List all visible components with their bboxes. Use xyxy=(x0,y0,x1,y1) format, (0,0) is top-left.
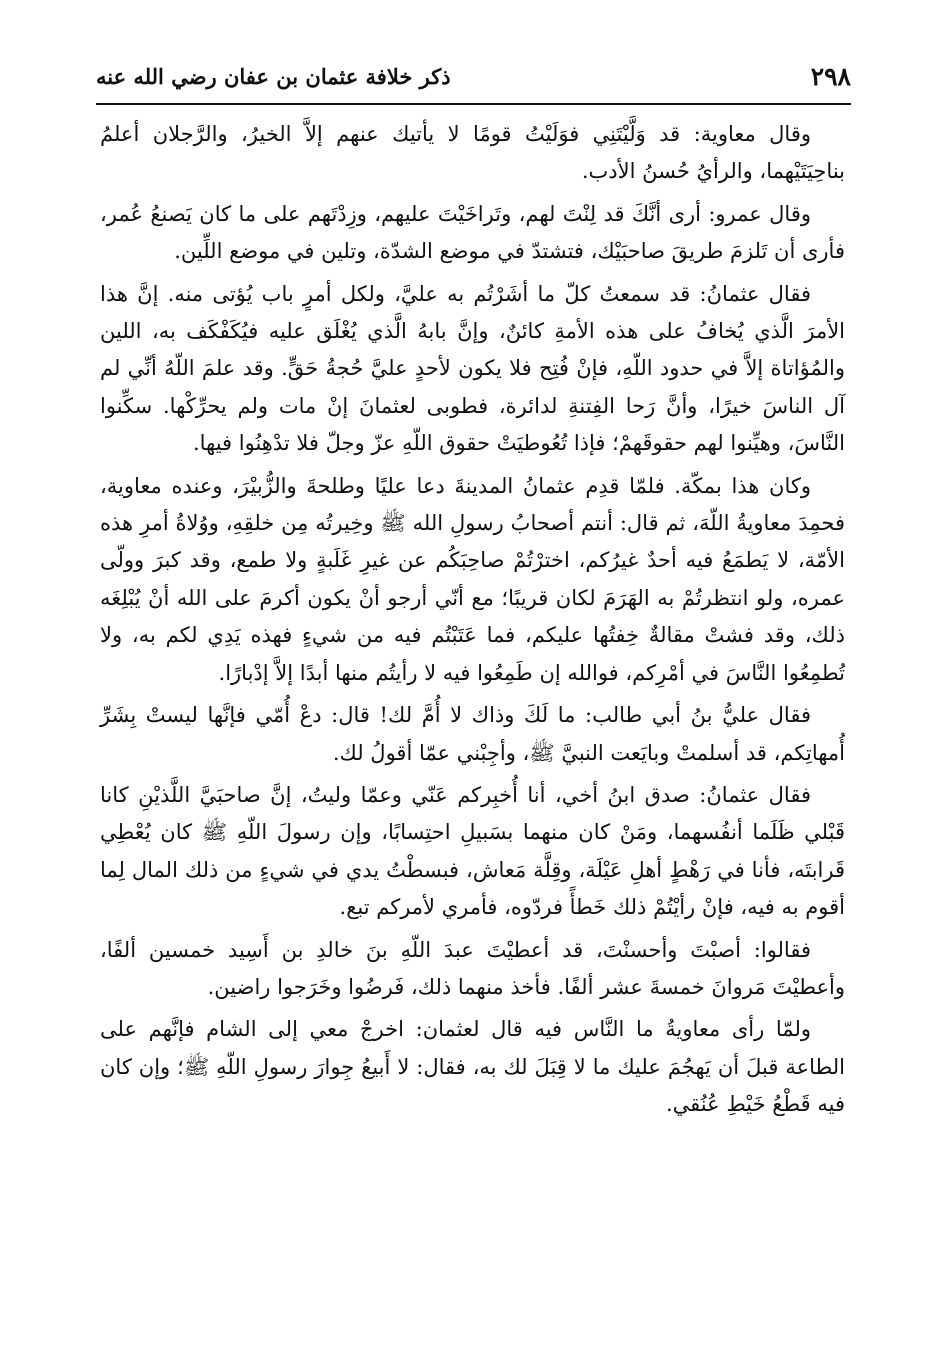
paragraph: ولمّا رأى معاويةُ ما النَّاس فيه قال لعثمان: اخرجْ معي إلى الشام فإنَّهم على الطاعة قبلَ أن يَهجُمَ عليك ما لا قِبَلَ لك به، فقال: لا أَبيعُ جِوارَ رسولِ اللّهِ ﷺ؛ وإن كان فيه قَطْعُ خَيْطِ عُنُقي. xyxy=(100,1017,845,1117)
paragraph: فقال عثمانُ: صدق ابنُ أخي، أنا أُخبِركم عَنّي وعمّا وليتُ، إنَّ صاحبَيَّ اللَّذيْنِ كانا قَبْلي ظَلَما أنفُسهما، ومَنْ كان منهما بسَبيلِ احتِسابًا، وإن رسولَ اللّهِ ﷺ كان يُعْطِي قَرابتَه، فأنا في رَهْطٍ أهلِ عَيْلَة، وقِلَّة مَعاش، فبسطْتُ يدي في شيءٍ من ذلك المال لِما أقوم به فيه، فإنْ رأيْتُمْ ذلك خَطأً فردّوه، فأمري لأمركم تبع. xyxy=(100,782,845,920)
paragraph: وقال عمرو: أرى أنَّكَ قد لِنْتَ لهم، وتَراخَيْتَ عليهم، وزِدْتَهم على ما كان يَصنعُ عُمر، فأرى أن تَلزمَ طريقَ صاحبَيْك، فتشتدّ في موضع الشدّة، وتلين في موضع اللِّين. xyxy=(100,201,845,264)
page-number: ٢٩٨ xyxy=(810,62,851,91)
main-text xyxy=(100,116,845,1129)
page-header xyxy=(96,58,851,98)
paragraph: فقال عليُّ بنُ أبي طالب: ما لَكَ وذاك لا أُمَّ لك! قال: دعْ أُمّي فإنَّها ليستْ بِشَرِّ أُمهاتِكم، قد أسلمتْ وبايَعت النبيَّ ﷺ، وأجِبْني عمّا أقولُ لك. xyxy=(100,703,845,765)
running-title: ذكر خلافة عثمان بن عفان رضي الله عنه xyxy=(96,64,451,89)
paragraph: وقال معاوية: قد وَلَّيْتَنِي فوَلَيْتُ قومًا لا يأتيك عنهم إلاَّ الخيرُ، والرَّجلان أعلمُ بناحِيَتَيْهما، والرأيُ حُسنُ الأدب. xyxy=(100,122,845,184)
header-divider xyxy=(96,103,851,105)
paragraph: فقال عثمانُ: قد سمعتُ كلّ ما أشَرْتُم به عليَّ، ولكل أمرٍ باب يُؤتى منه. إنَّ هذا الأمرَ الَّذي يُخافُ على هذه الأمةِ كائنٌ، وإنَّ بابهُ الَّذي يُغْلَق عليه فيُكَفْكَف به، اللين والمُؤاتاة إلاَّ في حدود اللّهِ، فإنْ فُتِح فلا يكون لأحدٍ عليَّ حُجةُ حَقٍّ. وقد علمَ اللّهُ أنِّي لم آل الناسَ خيرًا، وأنَّ رَحا الفِتنةِ لدائرة، فطوبى لعثمانَ إنْ مات ولم يحرِّكْها. سكِّنوا النَّاسَ، وهيِّنوا لهم حقوقَهمْ؛ فإذا تُعُوطيَتْ حقوق اللّهِ عزّ وجلّ فلا تدْهِنُوا فيها. xyxy=(100,281,845,456)
paragraph: فقالوا: أصبْتَ وأحسنْتَ، قد أعطيْتَ عبدَ اللّهِ بنَ خالدِ بن أَسِيد خمسين ألفًا، وأعطيْتَ مَروانَ خمسةَ عشر ألفًا. فأخذ منهما ذلك، فَرضُوا وخَرَجوا راضين. xyxy=(100,937,845,999)
paragraph: وكان هذا بمكّة. فلمّا قدِم عثمانُ المدينةَ دعا عليًا وطلحةَ والزُّبيْرَ، وعنده معاوية، فحمِدَ معاويةُ اللّهَ، ثم قال: أنتم أصحابُ رسولِ الله ﷺ وخِيرتُه مِن خلقِهِ، ووُلاةُ أمرِ هذه الأمّة، لا يَطمَعُ فيه أحدٌ غيرُكم، اخترْتُمْ صاحِبَكُم عن غيرِ غَلَبةٍ ولا طمع، وقد كبرَ وولّى عمره، ولو انتظرتُمْ به الهَرَمَ لكان قريبًا؛ مع أنّي أرجو أنْ يكون أكرمَ على الله أنْ يُبْلِغَه ذلك، وقد فشتْ مقالةٌ خِفتُها عليكم، فما عَتَبْتُم فيه من شيءٍ فهذه يَدِي لكم به، ولا تُطمِعُوا النَّاسَ في أمْرِكم، فوالله إن طَمِعُوا فيه لا رأيتُم منها أبدًا إلاَّ إدْبارًا. xyxy=(100,473,845,685)
